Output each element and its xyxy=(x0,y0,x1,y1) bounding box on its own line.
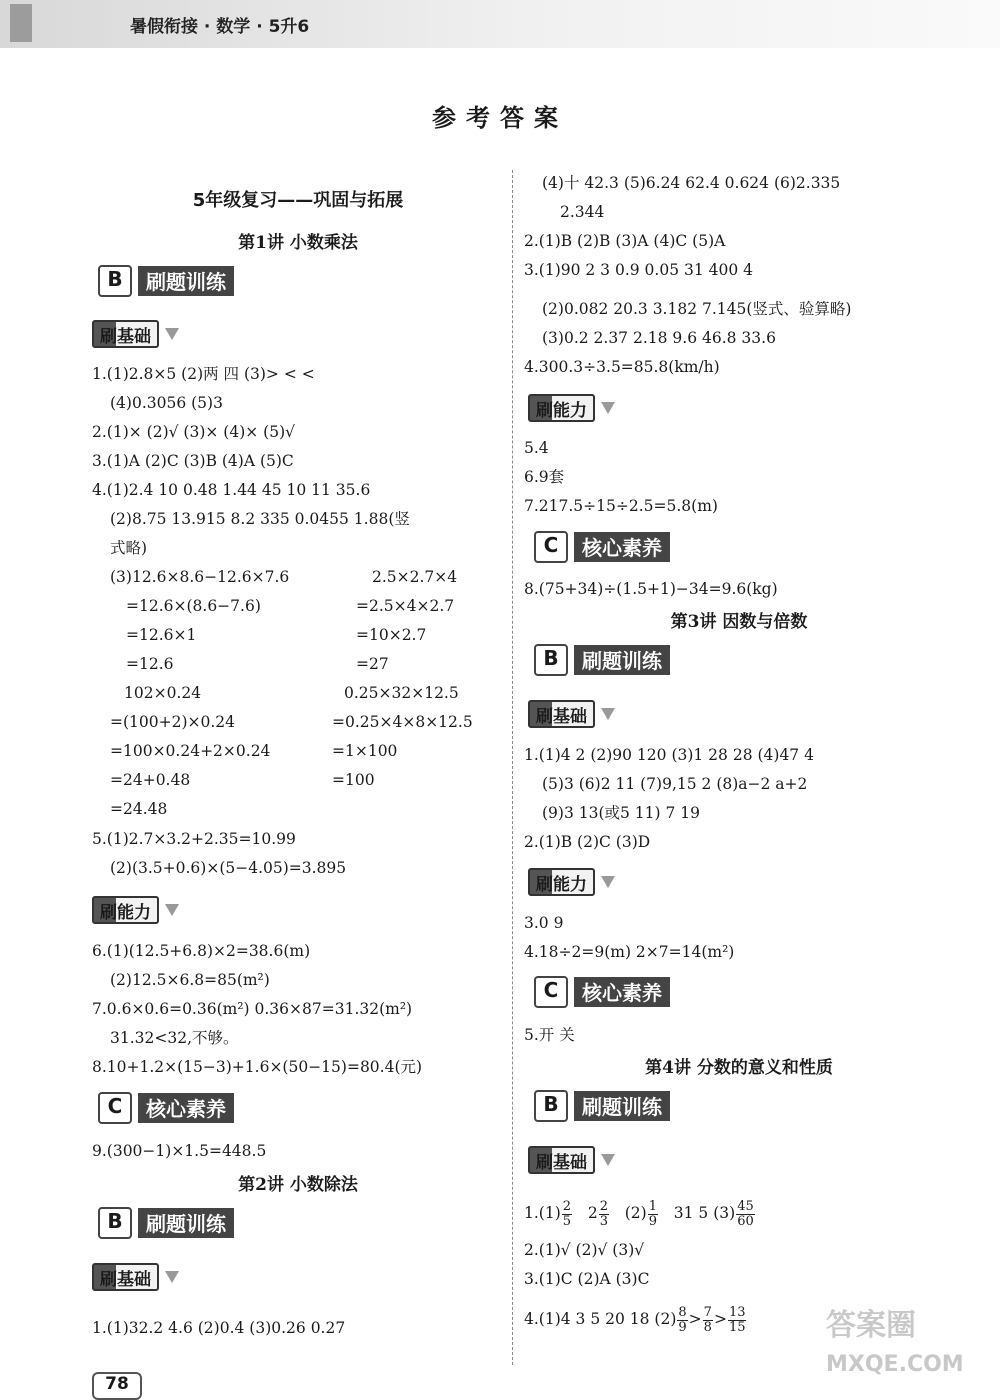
calc-line: =12.6×1 xyxy=(126,626,197,644)
tag-label: 刷能力 xyxy=(528,868,595,896)
answer-line: 3.(1)90 2 3 0.9 0.05 31 400 4 xyxy=(524,261,754,279)
badge-letter: C xyxy=(98,1092,132,1124)
text: 1.(1) xyxy=(524,1204,561,1222)
badge-letter: C xyxy=(534,976,568,1008)
calc-line: =12.6×(8.6−7.6) xyxy=(126,597,261,615)
tag-ability-2 xyxy=(528,394,615,422)
answer-line: 2.344 xyxy=(560,203,605,221)
calc-line: =1×100 xyxy=(332,742,398,760)
tag-label: 刷基础 xyxy=(528,700,595,728)
answer-line: 4.(1)2.4 10 0.48 1.44 45 10 11 35.6 xyxy=(92,481,371,499)
fraction xyxy=(562,1200,572,1229)
header-title: 暑假衔接 · 数学 · 5升6 xyxy=(130,17,310,37)
lecture-title-1: 第1讲 小数乘法 xyxy=(238,233,358,253)
fraction xyxy=(677,1306,687,1335)
answer-line: (4)0.3056 (5)3 xyxy=(110,394,223,412)
answer-line: 8.10+1.2×(15−3)+1.6×(50−15)=80.4(元) xyxy=(92,1058,423,1076)
page-title: 参考答案 xyxy=(432,104,568,132)
calc-line: =100×0.24+2×0.24 xyxy=(110,742,271,760)
triangle-icon xyxy=(601,708,615,720)
answer-line: 8.(75+34)÷(1.5+1)−34=9.6(kg) xyxy=(524,580,778,598)
calc-line: 2.5×2.7×4 xyxy=(372,568,458,586)
answer-line: 31.32<32,不够。 xyxy=(110,1029,239,1047)
numerator: 2 xyxy=(562,1198,572,1214)
answer-line: (2)12.5×6.8=85(m²) xyxy=(110,971,270,989)
answer-line: 6.(1)(12.5+6.8)×2=38.6(m) xyxy=(92,942,311,960)
numerator: 45 xyxy=(737,1198,754,1214)
text: 31 5 (3) xyxy=(673,1204,736,1222)
watermark-url: MXQE.COM xyxy=(826,1352,964,1377)
tag-basic-3 xyxy=(528,700,615,728)
answer-line: 1.(1)2.8×5 (2)两 四 (3)> < < xyxy=(92,365,315,383)
triangle-icon xyxy=(165,328,179,340)
text: (2) xyxy=(624,1204,647,1222)
badge-label: 核心素养 xyxy=(574,977,670,1007)
answer-line: 2.(1)× (2)√ (3)× (4)× (5)√ xyxy=(92,423,295,441)
calc-line: =27 xyxy=(356,655,389,673)
column-divider xyxy=(512,170,513,1365)
triangle-icon xyxy=(601,876,615,888)
badge-letter: B xyxy=(534,644,568,676)
answer-line: (5)3 (6)2 11 (7)9,15 2 (8)a−2 a+2 xyxy=(542,775,808,793)
denominator: 15 xyxy=(728,1319,746,1335)
badge-label: 刷题训练 xyxy=(138,266,234,296)
badge-label: 核心素养 xyxy=(138,1093,234,1123)
numerator: 13 xyxy=(728,1304,746,1320)
calc-line: =100 xyxy=(332,771,375,789)
answer-line: 4.18÷2=9(m) 2×7=14(m²) xyxy=(524,943,735,961)
fraction xyxy=(728,1306,747,1335)
answer-line: 3.(1)C (2)A (3)C xyxy=(524,1270,650,1288)
text: > xyxy=(688,1310,702,1328)
answer-line: 2.(1)B (2)B (3)A (4)C (5)A xyxy=(524,232,726,250)
badge-letter: B xyxy=(534,1090,568,1122)
calc-line: =10×2.7 xyxy=(356,626,427,644)
answer-line: 2.(1)B (2)C (3)D xyxy=(524,833,651,851)
badge-letter: C xyxy=(534,531,568,563)
text: > xyxy=(713,1310,727,1328)
badge-label: 核心素养 xyxy=(574,532,670,562)
tag-label: 刷基础 xyxy=(528,1146,595,1174)
answer-line: (9)3 13(或5 11) 7 19 xyxy=(542,804,701,822)
calc-line: =(100+2)×0.24 xyxy=(110,713,236,731)
calc-line: 0.25×32×12.5 xyxy=(344,684,459,702)
answer-line: 2.(1)√ (2)√ (3)√ xyxy=(524,1241,645,1259)
answer-line: (4)十 42.3 (5)6.24 62.4 0.624 (6)2.335 xyxy=(542,174,841,192)
answer-line: 3.(1)A (2)C (3)B (4)A (5)C xyxy=(92,452,294,470)
section-title: 5年级复习——巩固与拓展 xyxy=(192,190,404,211)
answer-line: 1.(1)4 2 (2)90 120 (3)1 28 28 (4)47 4 xyxy=(524,746,814,764)
lecture-title-2: 第2讲 小数除法 xyxy=(238,1175,358,1195)
badge-practice-2 xyxy=(98,1207,234,1239)
calc-line: =2.5×4×2.7 xyxy=(356,597,455,615)
triangle-icon xyxy=(601,402,615,414)
numerator: 2 xyxy=(599,1198,608,1214)
triangle-icon xyxy=(601,1154,615,1166)
numerator: 1 xyxy=(648,1198,657,1214)
tag-basic-4 xyxy=(528,1146,615,1174)
page-header xyxy=(0,0,1000,48)
fraction xyxy=(703,1306,713,1335)
page-number: 78 xyxy=(92,1372,142,1400)
triangle-icon xyxy=(165,1271,179,1283)
fraction xyxy=(648,1200,658,1229)
tag-basic-2 xyxy=(92,1263,179,1291)
badge-letter: B xyxy=(98,1207,132,1239)
answer-line: 9.(300−1)×1.5=448.5 xyxy=(92,1142,267,1160)
tag-ability-3 xyxy=(528,868,615,896)
denominator: 9 xyxy=(678,1319,687,1335)
tag-label: 刷基础 xyxy=(92,320,159,348)
answer-line: 5.4 xyxy=(524,439,549,457)
badge-label: 刷题训练 xyxy=(574,1091,670,1121)
denominator: 8 xyxy=(703,1319,712,1335)
badge-label: 刷题训练 xyxy=(138,1208,234,1238)
denominator: 9 xyxy=(648,1213,657,1229)
denominator: 60 xyxy=(737,1213,754,1229)
text: 4.(1)4 3 5 20 18 (2) xyxy=(524,1310,677,1328)
calc-line: =24.48 xyxy=(110,800,168,818)
denominator: 3 xyxy=(599,1213,608,1229)
badge-core-2 xyxy=(534,531,670,563)
answer-line: 7.217.5÷15÷2.5=5.8(m) xyxy=(524,497,718,515)
answer-line: 3.0 9 xyxy=(524,914,564,932)
answer-line: (3)0.2 2.37 2.18 9.6 46.8 33.6 xyxy=(542,329,776,347)
answer-line: 式略) xyxy=(110,539,148,557)
answer-line: 6.9套 xyxy=(524,468,565,486)
text: 2 xyxy=(587,1204,598,1222)
fraction xyxy=(599,1200,609,1229)
tag-ability-1 xyxy=(92,896,179,924)
badge-label: 刷题训练 xyxy=(574,645,670,675)
triangle-icon xyxy=(165,904,179,916)
fraction xyxy=(736,1200,755,1229)
answer-line: 4.300.3÷3.5=85.8(km/h) xyxy=(524,358,720,376)
badge-core-3 xyxy=(534,976,670,1008)
calc-line: =24+0.48 xyxy=(110,771,191,789)
answer-line: 7.0.6×0.6=0.36(m²) 0.36×87=31.32(m²) xyxy=(92,1000,413,1018)
calc-line: (3)12.6×8.6−12.6×7.6 xyxy=(110,568,290,586)
calc-line: =12.6 xyxy=(126,655,174,673)
watermark-logo: 答案圈 xyxy=(826,1308,916,1343)
lecture-title-4: 第4讲 分数的意义和性质 xyxy=(645,1058,833,1078)
denominator: 5 xyxy=(562,1213,572,1229)
tag-basic-1 xyxy=(92,320,179,348)
numerator: 8 xyxy=(678,1304,687,1320)
header-bar xyxy=(10,4,32,42)
numerator: 7 xyxy=(703,1304,712,1320)
calc-line: =0.25×4×8×12.5 xyxy=(332,713,473,731)
answer-line: (2)(3.5+0.6)×(5−4.05)=3.895 xyxy=(110,859,347,877)
badge-practice-1 xyxy=(98,265,234,297)
tag-label: 刷基础 xyxy=(92,1263,159,1291)
badge-letter: B xyxy=(98,265,132,297)
answer-line: (2)8.75 13.915 8.2 335 0.0455 1.88(竖 xyxy=(110,510,410,528)
answer-line: 5.(1)2.7×3.2+2.35=10.99 xyxy=(92,830,296,848)
answer-line: (2)0.082 20.3 3.182 7.145(竖式、验算略) xyxy=(542,300,852,318)
badge-core-1 xyxy=(98,1092,234,1124)
answer-line: 5.开 关 xyxy=(524,1026,575,1044)
answer-line-fractions xyxy=(524,1196,756,1230)
lecture-title-3: 第3讲 因数与倍数 xyxy=(670,612,808,632)
tag-label: 刷能力 xyxy=(528,394,595,422)
calc-line: 102×0.24 xyxy=(124,684,202,702)
answer-line-fractions xyxy=(524,1302,747,1336)
badge-practice-3 xyxy=(534,644,670,676)
answer-line: 1.(1)32.2 4.6 (2)0.4 (3)0.26 0.27 xyxy=(92,1319,346,1337)
badge-practice-4 xyxy=(534,1090,670,1122)
tag-label: 刷能力 xyxy=(92,896,159,924)
